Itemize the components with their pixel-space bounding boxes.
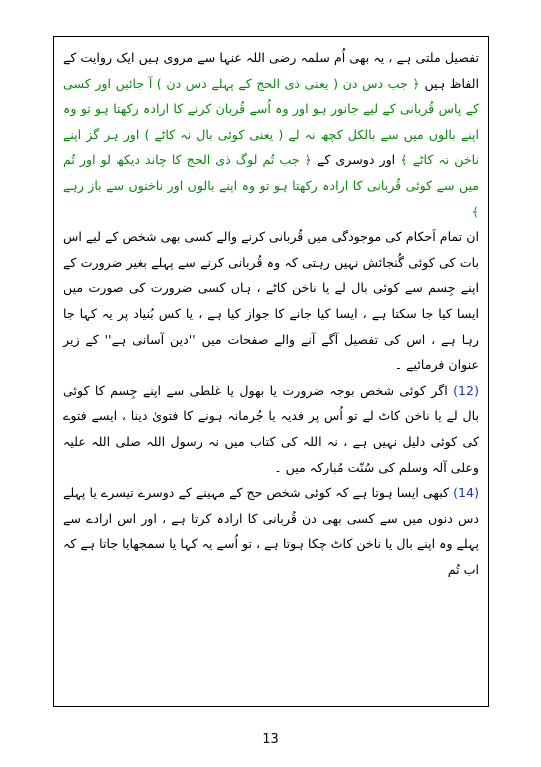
paragraph-hadith [63,45,479,224]
paragraph-text: تفصیل ملتی ہے ، یہ بھی اُم سلمہ رضی اللہ عنہا سے مروی ہیں ایک روایت کے الفاظ ہیں [63,50,479,91]
paragraph-point-12 [63,378,479,480]
paragraph-text: کبھی ایسا ہوتا ہے کہ کوئی شخص حج کے مہینے کے دوسرے تیسرے یا پہلے دس دنوں میں سے کسی بھی دن قُربانی کا ارادہ کرتا ہے ، اور اس ارادے سے پہلے وہ اپنے بال یا ناخن کاٹ چکا ہوتا ہے ، تو اُسے یہ کہا یا سمجھایا جاتا ہے کہ اب تُم [63,485,479,577]
page-border [53,36,489,707]
paragraph-point-14 [63,480,479,582]
hadith-quote: ﴿ جب تُم لوگ ذی الحج کا چاند دیکھ لو اور تُم میں سے کوئی قُربانی کا ارادہ رکھتا ہو تو وہ اپنے بالوں اور ناخنوں سے باز رہے ﴾ [63,152,479,219]
paragraph-text: اور دوسری کے [317,152,396,168]
hadith-quote: ﴿ جب دس دن ( یعنی ذی الحج کے پہلے دس دن ) آ جائیں اور کسی کے پاس قُربانی کے لیے جانور ہو اور وہ اُسے قُربان کرنے کا ارادہ رکھتا ہو تو وہ اپنے بالوں میں سے بالکل کچھ نہ لے ( یعنی کوئی بال نہ کاٹے ) اور ہر گز اپنے ناخن نہ کاٹے ﴾ [63,75,479,168]
point-number: (14) [453,485,479,501]
paragraph-ruling: ان تمام اَحکام کی موجودگی میں قُربانی کرنے والے کسی بھی شخص کے لیے اس بات کی کوئی گُنجائش نہیں رہتی کہ وہ قُربانی کرنے سے پہلے بغیر ضرورت کے اپنے جِسم سے کوئی بال لے یا ناخن کاٹے ، ہاں کسی ضرورت کی صورت میں ایسا کیا جا سکتا ہے ، ایسا کیا جانے کا جواز کیا ہے ، یا کس بُنیاد پر یہ کہا جا رہا ہے ، اس کی تفصیل آگے آنے والے صفحات میں ''دین آسانی ہے'' کے زیر عنوان فرمائیے ۔ [63,229,479,373]
page-number: 13 [262,732,279,747]
point-number: (12) [453,382,479,398]
paragraph-text: اگر کوئی شخص بوجہ ضرورت یا بھول یا غلطی سے اپنے جِسم کا کوئی بال لے یا ناخن کاٹ لے تو اُس پر فدیہ یا جُرمانہ ہونے کا فتویٰ دینا ، ایسے فتوے کی کوئی دلیل نہیں ہے ، نہ اللہ کی کتاب میں نہ رسول اللہ صلی اللہ علیہ وعلی آلہ وسلم کی سُنّت مُبارکہ میں ۔ [63,382,479,475]
